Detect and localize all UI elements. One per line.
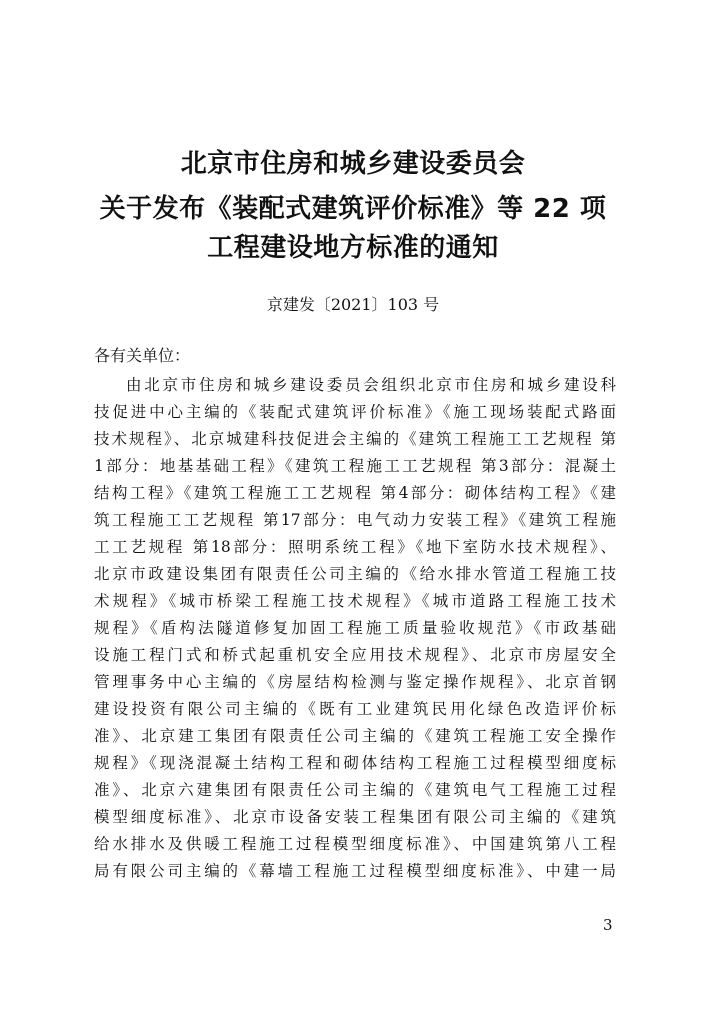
body-line: 模型细度标准》、北京市设备安装工程集团有限公司主编的《建筑 [94,808,616,826]
body-line: 术规程》《城市桥梁工程施工技术规程》《城市道路工程施工技术 [94,592,616,610]
body-line: 设施工程门式和桥式起重机安全应用技术规程》、北京市房屋安全 [94,646,616,664]
body-line: 结构工程》《建筑工程施工工艺规程 第4部分：砌体结构工程》《建 [94,484,616,502]
body-line: 规程》《盾构法隧道修复加固工程施工质量验收规范》《市政基础 [94,619,616,637]
body-line: 北京市政建设集团有限责任公司主编的《给水排水管道工程施工技 [94,565,616,583]
body-line: 局有限公司主编的《幕墙工程施工过程模型细度标准》、中建一局 [94,862,616,880]
body-line: 工工艺规程 第18部分：照明系统工程》《地下室防水技术规程》、 [94,538,616,556]
body-line: 1部分：地基基础工程》《建筑工程施工工艺规程 第3部分：混凝土 [94,457,616,475]
document-number: 京建发〔2021〕103 号 [266,295,440,314]
body-line: 规程》《现浇混凝土结构工程和砌体结构工程施工过程模型细度标 [94,754,616,772]
page-number: 3 [603,916,613,934]
body-line: 建设投资有限公司主编的《既有工业建筑民用化绿色改造评价标 [94,700,616,718]
salutation: 各有关单位： [94,346,191,365]
body-line: 筑工程施工工艺规程 第17部分：电气动力安装工程》《建筑工程施 [94,511,616,529]
body-line: 管理事务中心主编的《房屋结构检测与鉴定操作规程》、北京首钢 [94,673,616,691]
body-line: 给水排水及供暖工程施工过程模型细度标准》、中国建筑第八工程 [94,835,616,853]
body-line: 技促进中心主编的《装配式建筑评价标准》《施工现场装配式路面 [94,403,616,421]
body-line: 由北京市住房和城乡建设委员会组织北京市住房和城乡建设科 [126,376,616,394]
body-line: 准》、北京建工集团有限责任公司主编的《建筑工程施工安全操作 [94,727,616,745]
title-line-2: 关于发布《装配式建筑评价标准》等 22 项 [99,194,607,224]
body-line: 技术规程》、北京城建科技促进会主编的《建筑工程施工工艺规程 第 [94,430,616,448]
body-line: 准》、北京六建集团有限责任公司主编的《建筑电气工程施工过程 [94,781,616,799]
title-line-3: 工程建设地方标准的通知 [207,233,499,263]
title-line-1: 北京市住房和城乡建设委员会 [180,149,526,179]
